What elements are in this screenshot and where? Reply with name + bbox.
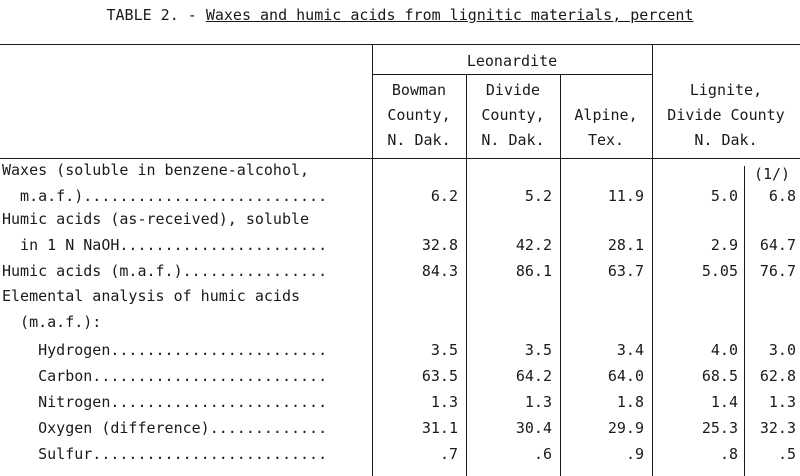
leonardite-header: Leonardite bbox=[466, 52, 558, 70]
row-label: Oxygen (difference)............. bbox=[2, 419, 328, 437]
cell-value: 5.0 bbox=[710, 187, 738, 205]
cell-value: 32.8 bbox=[421, 236, 458, 254]
row-label: Humic acids (m.a.f.)................ bbox=[2, 262, 328, 280]
row-label: Waxes (soluble in benzene-alcohol, bbox=[2, 161, 310, 179]
cell-value: 25.3 bbox=[701, 419, 738, 437]
col3-header-line1: Alpine, bbox=[574, 106, 638, 124]
col2-header-line1: Divide bbox=[485, 81, 541, 99]
cell-value: 32.3 bbox=[759, 419, 796, 437]
cell-value: 86.1 bbox=[515, 262, 552, 280]
table-number: TABLE 2. - bbox=[106, 6, 206, 24]
cell-value: 64.7 bbox=[759, 236, 796, 254]
row-label: in 1 N NaOH....................... bbox=[2, 236, 328, 254]
col1-header-line3: N. Dak. bbox=[387, 131, 451, 149]
row-label: Nitrogen........................ bbox=[2, 393, 328, 411]
row-label: Humic acids (as-received), soluble bbox=[2, 210, 310, 228]
row-label: m.a.f.)........................... bbox=[2, 187, 328, 205]
cell-value: 42.2 bbox=[515, 236, 552, 254]
cell-value: 11.9 bbox=[607, 187, 644, 205]
cell-value: .9 bbox=[625, 445, 644, 463]
cell-value: 31.1 bbox=[421, 419, 458, 437]
cell-value: 6.8 bbox=[768, 187, 796, 205]
cell-value: 1.8 bbox=[616, 393, 644, 411]
col4-header-line1: Lignite, bbox=[689, 81, 763, 99]
col4-header-line2: Divide County bbox=[667, 106, 785, 124]
cell-value: 29.9 bbox=[607, 419, 644, 437]
cell-value: .6 bbox=[533, 445, 552, 463]
cell-value: 1.4 bbox=[710, 393, 738, 411]
row-label: Elemental analysis of humic acids bbox=[2, 287, 301, 305]
cell-value: 30.4 bbox=[515, 419, 552, 437]
cell-value: 64.0 bbox=[607, 367, 644, 385]
cell-value: 2.9 bbox=[710, 236, 738, 254]
col1-header-line2: County, bbox=[387, 106, 451, 124]
cell-value: 6.2 bbox=[430, 187, 458, 205]
cell-value: 1.3 bbox=[524, 393, 552, 411]
cell-value: 62.8 bbox=[759, 367, 796, 385]
cell-value: 1.3 bbox=[768, 393, 796, 411]
table-title bbox=[0, 6, 800, 24]
cell-value: 84.3 bbox=[421, 262, 458, 280]
cell-value: 28.1 bbox=[607, 236, 644, 254]
col2-header-line3: N. Dak. bbox=[481, 131, 545, 149]
col1-header-line1: Bowman bbox=[391, 81, 447, 99]
cell-value: 3.4 bbox=[616, 341, 644, 359]
cell-value: 1.3 bbox=[430, 393, 458, 411]
table-caption: Waxes and humic acids from lignitic materials, percent bbox=[205, 6, 694, 24]
cell-value: .8 bbox=[719, 445, 738, 463]
cell-value: 3.5 bbox=[524, 341, 552, 359]
cell-value: 3.0 bbox=[768, 341, 796, 359]
cell-value: 4.0 bbox=[710, 341, 738, 359]
top-rule bbox=[0, 44, 800, 45]
row-label: (m.a.f.): bbox=[2, 313, 102, 331]
row-label: Sulfur.......................... bbox=[2, 445, 328, 463]
cell-value: 63.7 bbox=[607, 262, 644, 280]
col2-header-line2: County, bbox=[481, 106, 545, 124]
leonardite-rule bbox=[372, 74, 652, 75]
row-label: Carbon.......................... bbox=[2, 367, 328, 385]
cell-value: 63.5 bbox=[421, 367, 458, 385]
col3-header-line2: Tex. bbox=[587, 131, 625, 149]
row-label: Hydrogen........................ bbox=[2, 341, 328, 359]
cell-value: 68.5 bbox=[701, 367, 738, 385]
header-bottom-rule bbox=[0, 158, 800, 159]
cell-value: 64.2 bbox=[515, 367, 552, 385]
footnote-marker: (1/) bbox=[753, 165, 791, 183]
cell-value: 5.05 bbox=[701, 262, 738, 280]
cell-value: 76.7 bbox=[759, 262, 796, 280]
cell-value: 5.2 bbox=[524, 187, 552, 205]
col4-header-line3: N. Dak. bbox=[694, 131, 758, 149]
cell-value: .5 bbox=[777, 445, 796, 463]
cell-value: .7 bbox=[439, 445, 458, 463]
cell-value: 3.5 bbox=[430, 341, 458, 359]
